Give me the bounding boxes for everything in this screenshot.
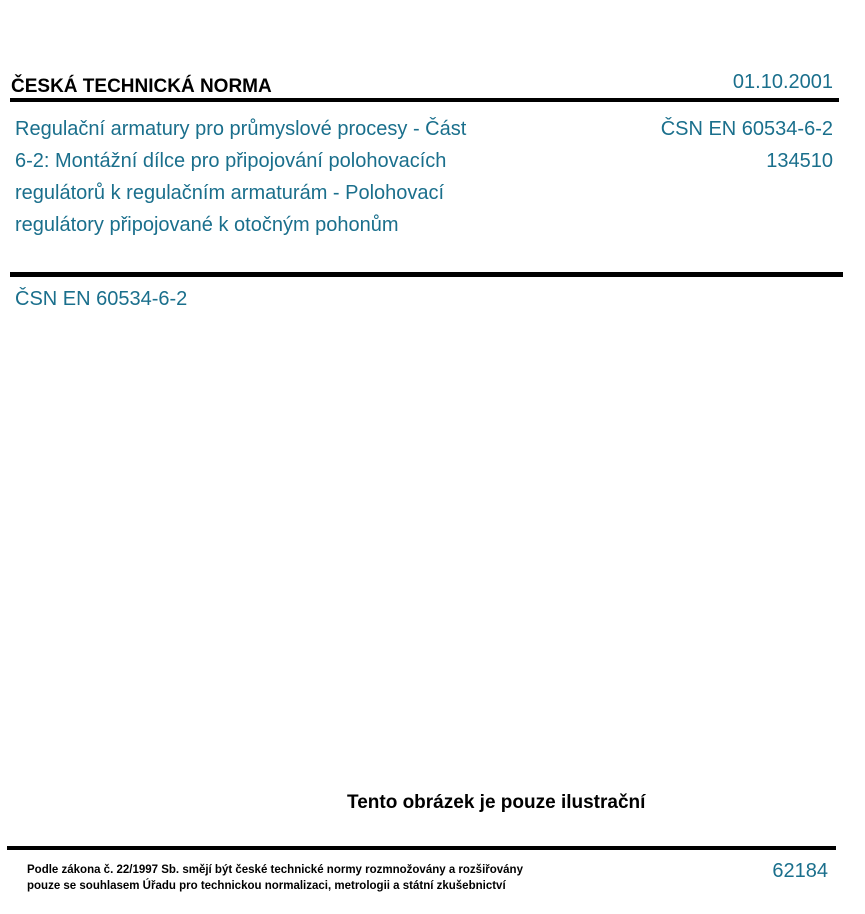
standard-title-line: 6-2: Montážní dílce pro připojování polohovacích xyxy=(15,150,447,172)
top-divider xyxy=(10,98,839,102)
middle-divider xyxy=(10,272,843,277)
catalog-number: 62184 xyxy=(772,860,828,882)
legal-notice-line: Podle zákona č. 22/1997 Sb. smějí být české technické normy rozmnožovány a rozšiřovány xyxy=(27,864,523,876)
standard-title-line: Regulační armatury pro průmyslové procesy - Část xyxy=(15,118,467,140)
standard-code: ČSN EN 60534-6-2 xyxy=(660,118,833,140)
classification-number: 134510 xyxy=(766,150,833,172)
document-header-title: ČESKÁ TECHNICKÁ NORMA xyxy=(11,76,272,97)
standard-code-repeat: ČSN EN 60534-6-2 xyxy=(15,288,188,310)
standard-title-line: regulátorů k regulačním armaturám - Polohovací xyxy=(15,182,445,204)
standard-identifiers xyxy=(661,113,833,177)
bottom-divider xyxy=(7,846,836,850)
issue-date: 01.10.2001 xyxy=(732,71,833,93)
standard-title xyxy=(15,113,515,241)
standard-title-line: regulátory připojované k otočným pohonům xyxy=(15,214,399,236)
illustration-disclaimer: Tento obrázek je pouze ilustrační xyxy=(347,792,646,813)
legal-notice-line: pouze se souhlasem Úřadu pro technickou normalizaci, metrologii a státní zkušebnictví xyxy=(27,880,506,892)
legal-notice xyxy=(27,862,523,894)
